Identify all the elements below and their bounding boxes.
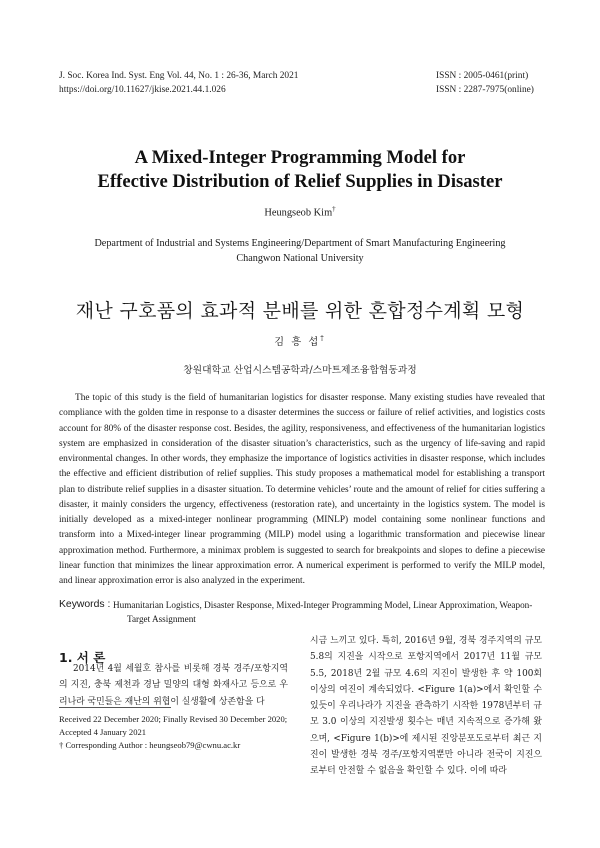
issn-online: ISSN : 2287-7975(online) bbox=[436, 85, 534, 95]
footnote-accepted: Accepted 4 January 2021 bbox=[59, 727, 147, 737]
korean-title: 재난 구호품의 효과적 분배를 위한 혼합정수계획 모형 bbox=[75, 300, 525, 322]
keywords-text bbox=[113, 598, 549, 626]
affiliation bbox=[60, 236, 540, 266]
body-column-right: 시금 느끼고 있다. 특히, 2016년 9월, 경북 경주지역의 규모 5.8의 지진을 시작으로 포항지역에서 2017년 11월 규모 5.5, 2018년 2월 규모 4.6의 지진이 발생한 후 약 100회 이상의 여진이 계속되었다. <Figure 1(a)>에서 확인할 수 있듯이 우리나라가 지진을 관측하기 시작한 1978년부터 규모 3.0 이상의 지진발생 횟수는 매년 지속적으로 증가해 왔으며, <Figure 1(b)>에 제시된 진앙분포도로부터 최근 지진이 발생한 경북 경주/포항지역뿐만 아니라 전국이 지진으로부터 안전할 수 없음을 확인할 수 있다. 이에 따라 bbox=[310, 636, 542, 777]
keywords-line-2: Target Assignment bbox=[127, 614, 196, 624]
affiliation-line-2: Changwon National University bbox=[236, 253, 364, 264]
footnote-received: Received 22 December 2020; Finally Revised 30 December 2020; bbox=[59, 714, 288, 724]
footnote-corresponding bbox=[59, 739, 299, 752]
issn-print: ISSN : 2005-0461(print) bbox=[436, 71, 529, 81]
corresponding-mark: † bbox=[59, 740, 64, 750]
keywords-label: Keywords : bbox=[59, 599, 111, 610]
title-line-2: Effective Distribution of Relief Supplies in Disaster bbox=[97, 171, 503, 192]
abstract: The topic of this study is the field of humanitarian logistics for disaster response. Many existing studies have revealed that compliance with the golden time in response to a disaster determines the success or failure of relief activities, and logistics costs account for 80% of the disaster response cost. Besides, the agility, responsiveness, and effectiveness of the humanitarian logistics system are emphasized in consideration of the disaster situation’s characteristics, such as the urgency of life-saving and rapid environmental changes. In other words, they emphasize the importance of logistics activities in disaster response, which includes the effective and efficient distribution of relief supplies. This study proposes a mathematical model for establishing a transport plan to distribute relief supplies in a disaster situation. To determine vehicles’ route and the amount of relief for cities suffering a disaster, it mainly considers the urgency, effectiveness (restoration rate), and uncertainty in the logistics system. The model is initially developed as a mixed-integer nonlinear programming (MINLP) model containing some nonlinear functions and transform into a Mixed-integer linear programming (MILP) model using a logarithmic transformation and piecewise linear approximation method. Furthermore, a minimax problem is suggested to search for breakpoints and slopes to define a piecewise linear function that minimizes the linear approximation error. A numerical experiment is performed to verify the MILP model, and linear approximation error is also analyzed in the experiment. bbox=[59, 393, 545, 586]
keywords-line-1: Humanitarian Logistics, Disaster Response, Mixed-Integer Programming Model, Linear Approximation, Weapon- bbox=[113, 600, 533, 610]
affiliation-line-1: Department of Industrial and Systems Engineering/Department of Smart Manufacturing Engineering bbox=[94, 238, 506, 249]
author bbox=[0, 205, 600, 218]
author-mark: † bbox=[332, 205, 336, 213]
author-name: Heungseob Kim bbox=[264, 207, 333, 219]
korean-author bbox=[0, 333, 600, 348]
footnote-divider bbox=[59, 707, 171, 708]
corresponding-author: Corresponding Author : heungseob79@cwnu.ac.kr bbox=[65, 740, 241, 750]
korean-author-name: 김 흥 섭 bbox=[274, 337, 321, 348]
body-column-left: 2014년 4월 세월호 참사를 비롯해 경북 경주/포항지역의 지진, 충북 제천과 경남 밀양의 대형 화재사고 등으로 우리나라 국민들은 재난의 위협이 실생활에 상존함을 다 bbox=[59, 664, 288, 707]
korean-author-mark: † bbox=[320, 334, 326, 343]
title-line-1: A Mixed-Integer Programming Model for bbox=[134, 147, 466, 168]
journal-citation: J. Soc. Korea Ind. Syst. Eng Vol. 44, No. 1 : 26-36, March 2021 bbox=[59, 71, 299, 81]
doi-link[interactable]: https://doi.org/10.11627/jkise.2021.44.1.026 bbox=[59, 85, 226, 95]
korean-affiliation: 창원대학교 산업시스템공학과/스마트제조융합협동과정 bbox=[183, 365, 417, 376]
footnotes bbox=[59, 713, 299, 752]
section-title: 1. 서 론 bbox=[59, 650, 106, 665]
